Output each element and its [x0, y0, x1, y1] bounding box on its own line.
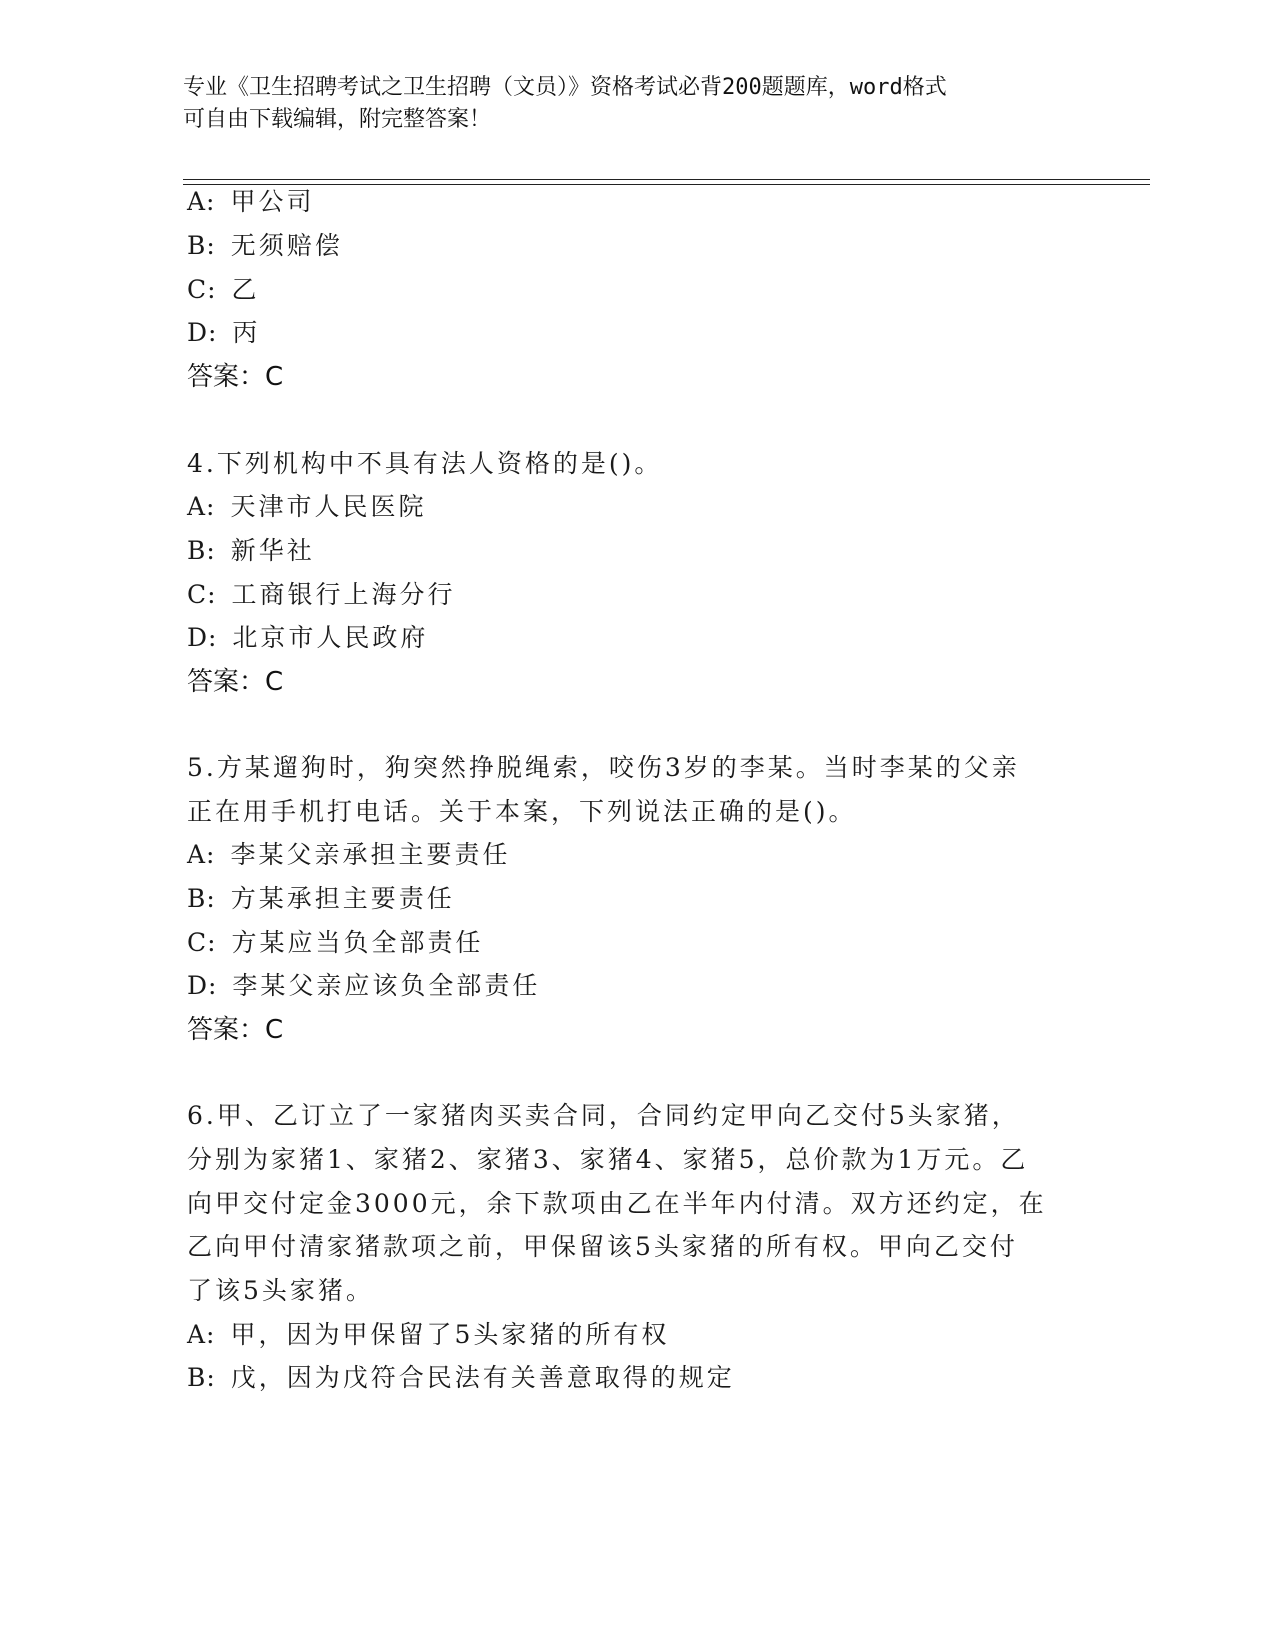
q3-option-d: D: 丙	[187, 318, 261, 347]
q5-stem-line-2: 正在用手机打电话。关于本案，下列说法正确的是()。	[187, 797, 857, 826]
document-header	[183, 72, 1083, 136]
q3-answer: 答案：C	[187, 362, 284, 392]
q3-option-b: B: 无须赔偿	[187, 231, 343, 260]
header-divider-bottom	[183, 184, 1150, 185]
q6-option-a: A: 甲，因为甲保留了5头家猪的所有权	[187, 1320, 670, 1349]
q6-option-b: B: 戊，因为戊符合民法有关善意取得的规定	[187, 1363, 735, 1392]
q4-option-a: A: 天津市人民医院	[187, 492, 427, 521]
header-title-line-1: 专业《卫生招聘考试之卫生招聘（文员）》资格考试必背200题题库，word格式	[183, 75, 947, 100]
q4-answer: 答案：C	[187, 667, 284, 697]
header-divider-top	[183, 179, 1150, 180]
q3-option-a: A: 甲公司	[187, 187, 315, 216]
q5-option-d: D: 李某父亲应该负全部责任	[187, 971, 541, 1000]
q6-stem-line-2: 分别为家猪1、家猪2、家猪3、家猪4、家猪5，总价款为1万元。乙	[187, 1145, 1029, 1174]
q6-stem-line-1: 6.甲、乙订立了一家猪肉买卖合同，合同约定甲向乙交付5头家猪，	[187, 1101, 1020, 1130]
q5-option-b: B: 方某承担主要责任	[187, 884, 455, 913]
q6-stem-line-4: 乙向甲付清家猪款项之前，甲保留该5头家猪的所有权。甲向乙交付	[187, 1232, 1018, 1261]
q3-option-c: C: 乙	[187, 275, 260, 304]
q6-stem-line-3: 向甲交付定金3000元，余下款项由乙在半年内付清。双方还约定，在	[187, 1189, 1047, 1218]
q5-stem-line-1: 5.方某遛狗时，狗突然挣脱绳索，咬伤3岁的李某。当时李某的父亲	[187, 753, 1020, 782]
q6-stem-line-5: 了该5头家猪。	[187, 1276, 374, 1305]
header-title-line-2: 可自由下载编辑，附完整答案！	[183, 107, 492, 132]
q5-answer: 答案：C	[187, 1015, 284, 1045]
q4-option-b: B: 新华社	[187, 536, 315, 565]
q5-option-a: A: 李某父亲承担主要责任	[187, 840, 511, 869]
q4-stem-line-1: 4.下列机构中不具有法人资格的是()。	[187, 449, 663, 478]
q4-option-d: D: 北京市人民政府	[187, 623, 429, 652]
q5-option-c: C: 方某应当负全部责任	[187, 928, 484, 957]
q4-option-c: C: 工商银行上海分行	[187, 580, 456, 609]
